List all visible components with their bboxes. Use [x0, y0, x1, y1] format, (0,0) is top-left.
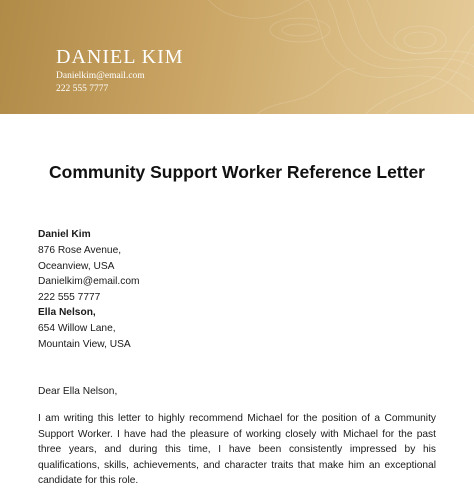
sender-line: Danielkim@email.com: [38, 276, 140, 288]
recipient-name: Ella Nelson,: [38, 307, 96, 318]
salutation: Dear Ella Nelson,: [38, 386, 118, 397]
recipient-line: Mountain View, USA: [38, 338, 131, 350]
header-email: Danielkim@email.com: [56, 71, 145, 81]
document-title: Community Support Worker Reference Letter: [49, 162, 425, 182]
sender-name: Daniel Kim: [38, 229, 91, 240]
body-paragraph: I am writing this letter to highly recommend Michael for the position of a Community Support Worker. I have had the pleasure of working closely with Michael for the past three years, and during this time, I have been consistently impressed by his qualifications, skills, achievements, and character traits that make him an exceptional candidate for this role.: [38, 413, 436, 486]
recipient-line: 654 Willow Lane,: [38, 322, 116, 334]
sender-line: 222 555 7777: [38, 292, 101, 304]
header-phone: 222 555 7777: [56, 84, 109, 94]
recipient-address-block: [38, 305, 131, 352]
sender-line: Oceanview, USA: [38, 260, 115, 272]
sender-line: 876 Rose Avenue,: [38, 244, 122, 256]
letterhead-banner: [0, 0, 474, 114]
sender-address-block: [38, 227, 140, 306]
header-name: DANIEL KIM: [56, 46, 184, 68]
